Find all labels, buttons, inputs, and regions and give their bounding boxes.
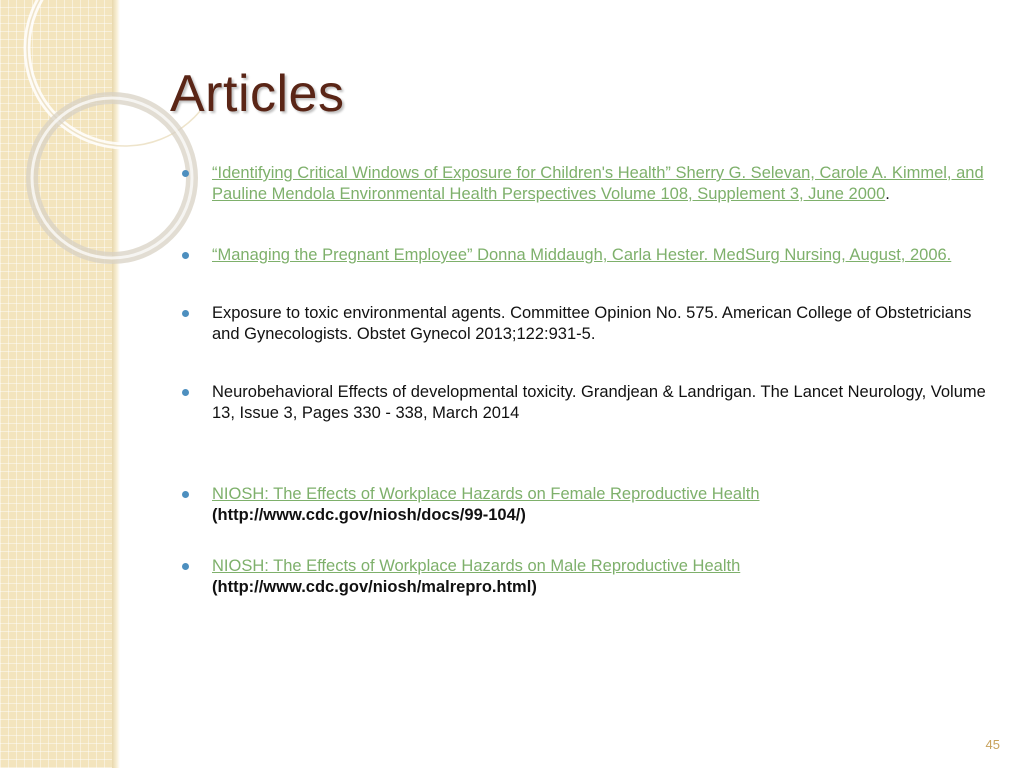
slide-title: Articles xyxy=(170,65,345,123)
bullet-dot-icon xyxy=(182,389,189,396)
page-number: 45 xyxy=(985,737,1000,752)
article-list xyxy=(180,163,990,598)
list-item xyxy=(180,303,990,345)
list-item xyxy=(180,382,990,424)
bullet-dot-icon xyxy=(182,491,189,498)
bullet-dot-icon xyxy=(182,563,189,570)
bullet-dot-icon xyxy=(182,252,189,259)
niosh-female-link[interactable]: NIOSH: The Effects of Workplace Hazards on Female Reproductive Health xyxy=(212,485,760,503)
bullet-dot-icon xyxy=(182,170,189,177)
band-edge xyxy=(112,0,120,768)
list-item xyxy=(180,245,990,266)
left-decorative-band xyxy=(0,0,112,768)
list-item xyxy=(180,556,990,598)
list-item xyxy=(180,163,990,205)
link-suffix: . xyxy=(885,185,890,203)
bullet-dot-icon xyxy=(182,310,189,317)
niosh-female-url: (http://www.cdc.gov/niosh/docs/99-104/) xyxy=(212,506,526,524)
article-text: Exposure to toxic environmental agents. Committee Opinion No. 575. American College of Obstetricians and Gynecologists. Obstet Gynecol 2013;122:931-5. xyxy=(212,304,972,343)
article-link[interactable]: “Managing the Pregnant Employee” Donna Middaugh, Carla Hester. MedSurg Nursing, August, 2006. xyxy=(212,246,952,264)
article-text: Neurobehavioral Effects of developmental toxicity. Grandjean & Landrigan. The Lancet Neurology, Volume 13, Issue 3, Pages 330 - 338, March 2014 xyxy=(212,383,986,422)
niosh-male-link[interactable]: NIOSH: The Effects of Workplace Hazards on Male Reproductive Health xyxy=(212,557,741,575)
niosh-male-url: (http://www.cdc.gov/niosh/malrepro.html) xyxy=(212,578,537,596)
article-link[interactable]: “Identifying Critical Windows of Exposure for Children's Health” Sherry G. Selevan, Carole A. Kimmel, and Pauline Mendola Environmental Health Perspectives Volume 108, Supplement 3, June 2000 xyxy=(212,164,984,203)
list-item xyxy=(180,484,990,526)
